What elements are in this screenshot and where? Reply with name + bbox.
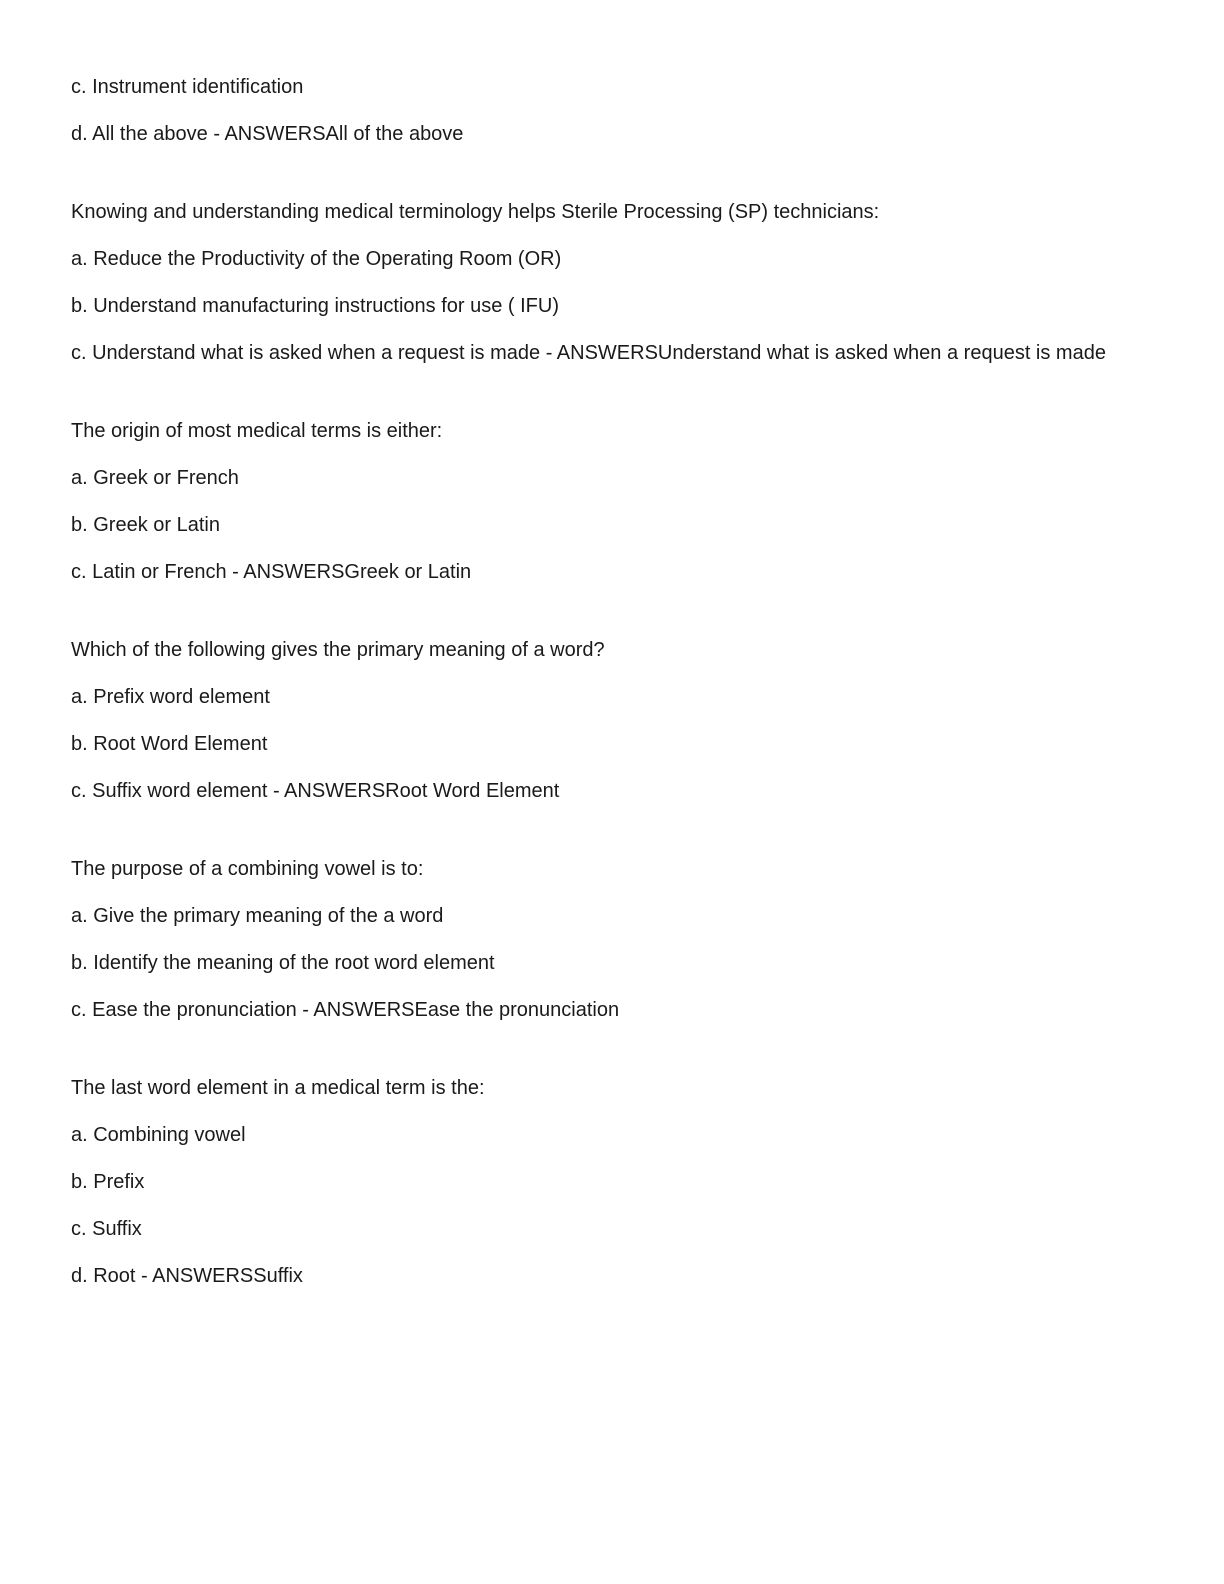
option-text: c. Suffix bbox=[71, 1218, 142, 1240]
option-text: b. Understand manufacturing instructions for use ( IFU) bbox=[71, 295, 559, 317]
option-text: b. Prefix bbox=[71, 1171, 145, 1193]
option-text: b. Greek or Latin bbox=[71, 514, 220, 536]
option-with-answer: c. Ease the pronunciation - ANSWERSEase the pronunciation bbox=[71, 999, 620, 1021]
option-text: a. Reduce the Productivity of the Operating Room (OR) bbox=[71, 248, 562, 270]
option-with-answer: c. Latin or French - ANSWERSGreek or Latin bbox=[71, 561, 472, 583]
option-text: a. Greek or French bbox=[71, 467, 239, 489]
option-text: c. Instrument identification bbox=[71, 76, 304, 98]
question-origin-of-terms bbox=[71, 416, 1151, 588]
question-primary-meaning bbox=[71, 635, 1151, 807]
question-text: Knowing and understanding medical terminology helps Sterile Processing (SP) technicians: bbox=[71, 201, 880, 223]
option-text: b. Identify the meaning of the root word element bbox=[71, 952, 495, 974]
question-fragment-instrument bbox=[71, 72, 1151, 150]
question-combining-vowel bbox=[71, 854, 1151, 1026]
question-text: Which of the following gives the primary meaning of a word? bbox=[71, 639, 605, 661]
option-with-answer: c. Suffix word element - ANSWERSRoot Word Element bbox=[71, 780, 560, 802]
option-with-answer: d. Root - ANSWERSSuffix bbox=[71, 1265, 303, 1287]
question-medical-terminology bbox=[71, 197, 1151, 369]
question-last-word-element bbox=[71, 1073, 1151, 1292]
option-text: a. Give the primary meaning of the a word bbox=[71, 905, 444, 927]
document-content bbox=[71, 72, 1151, 1308]
question-text: The purpose of a combining vowel is to: bbox=[71, 858, 424, 880]
option-text: a. Combining vowel bbox=[71, 1124, 246, 1146]
option-with-answer: d. All the above - ANSWERSAll of the above bbox=[71, 123, 464, 145]
option-with-answer: c. Understand what is asked when a request is made - ANSWERSUnderstand what is asked when a request is made bbox=[71, 342, 1106, 364]
question-text: The origin of most medical terms is either: bbox=[71, 420, 443, 442]
option-text: a. Prefix word element bbox=[71, 686, 270, 708]
option-text: b. Root Word Element bbox=[71, 733, 268, 755]
question-text: The last word element in a medical term is the: bbox=[71, 1077, 485, 1099]
